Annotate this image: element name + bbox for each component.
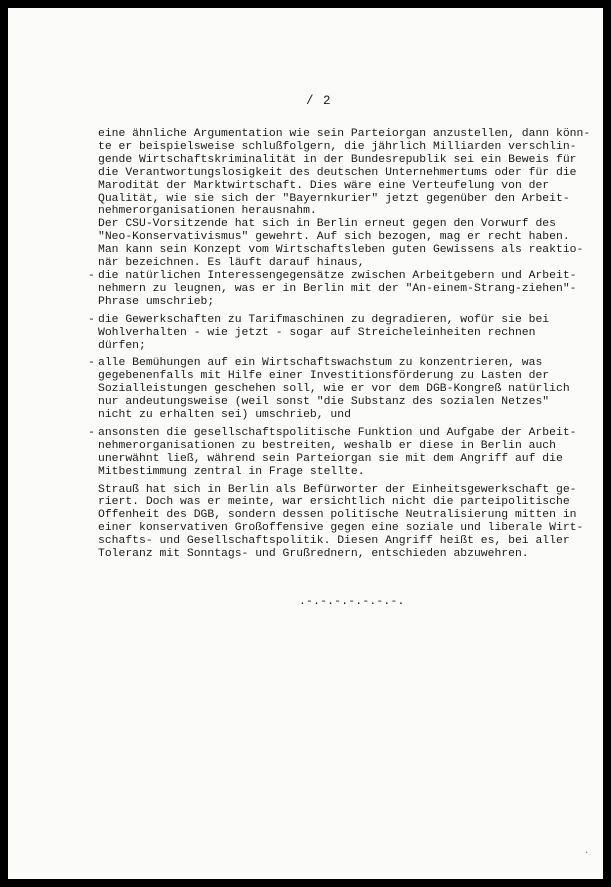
argument-list bbox=[88, 269, 602, 479]
list-item-text: ansonsten die gesellschaftspolitische Funktion und Aufgabe der Arbeit- nehmerorganisationen zu bestreiten, weshalb er diese in Berlin auch unerwähnt ließ, während sein Parteiorgan sie mit dem Angriff auf die Mitbestimmung zentral in Frage stellte. bbox=[98, 426, 577, 478]
section-separator: .-.-.-.-.-.-.-. bbox=[299, 596, 405, 608]
list-item bbox=[88, 426, 602, 479]
list-item bbox=[88, 269, 602, 309]
list-item-text: alle Bemühungen auf ein Wirtschaftswachstum zu konzentrieren, was gegebenenfalls mit Hilfe einer Investitionsförderung zu Lasten der Sozialleistungen geschehen soll, wie er vor dem DGB-Kongreß natürlich nur andeutungsweise (weil sonst "die Substanz des sozialen Netzes" nicht zu erhalten sei) umschrieb, und bbox=[98, 357, 570, 422]
list-item-text: die natürlichen Interessengegensätze zwischen Arbeitgebern und Arbeit- nehmern zu leugnen, was er in Berlin mit der "An-einem-Strang-ziehen"- Phrase umschrieb; bbox=[98, 269, 577, 308]
list-bullet: - bbox=[88, 313, 95, 326]
list-item-text: die Gewerkschaften zu Tarifmaschinen zu degradieren, wofür sie bei Wohlverhalten - wie jetzt - sogar auf Streicheleinheiten rechnen dürfen; bbox=[98, 313, 550, 352]
document-page bbox=[8, 8, 603, 879]
list-item bbox=[88, 357, 602, 422]
scan-mark: · bbox=[584, 848, 590, 858]
page-number: / 2 bbox=[306, 94, 332, 108]
paragraph-closing: Strauß hat sich in Berlin als Befürworter der Einheitsgewerkschaft ge- riert. Doch was er meinte, war ersichtlich nicht die parteipolitische Offenheit des DGB, sondern dessen politische Neutralisierung mitten in einer konservativen Großoffensive gegen eine soziale und liberale Wirt- schafts- und Gesellschaftspolitik. Diesen Angriff heißt es, bei aller Toleranz mit Sonntags- und Grußrednern, entschieden abzuwehren. bbox=[98, 483, 584, 561]
list-item bbox=[88, 313, 602, 353]
list-bullet: - bbox=[88, 357, 95, 370]
list-bullet: - bbox=[88, 426, 95, 439]
paragraph-intro-1: eine ähnliche Argumentation wie sein Parteiorgan anzustellen, dann könn- te er beispielsweise schlußfolgern, die jährlich Milliarden verschlin- gende Wirtschaftskriminalität in der Bundesrepublik sei ein Beweis für die Verantwortungslosigkeit des deutschen Unternehmertums oder für die Marodität der Marktwirtschaft. Dies wäre eine Verteufelung von der Qualität, wie sie sich der "Bayernkurier" jetzt gegenüber den Arbeit- nehmerorganisationen herausnahm. bbox=[98, 128, 591, 218]
paragraph-intro-2: Der CSU-Vorsitzende hat sich in Berlin erneut gegen den Vorwurf des "Neo-Konservativismus" gewehrt. Auf sich bezogen, mag er recht haben. Man kann sein Konzept vom Wirtschaftsleben guten Gewissens als reaktio- när bezeichnen. Es läuft darauf hinaus, bbox=[98, 218, 584, 270]
list-bullet: - bbox=[88, 269, 95, 282]
document-body bbox=[88, 128, 602, 561]
